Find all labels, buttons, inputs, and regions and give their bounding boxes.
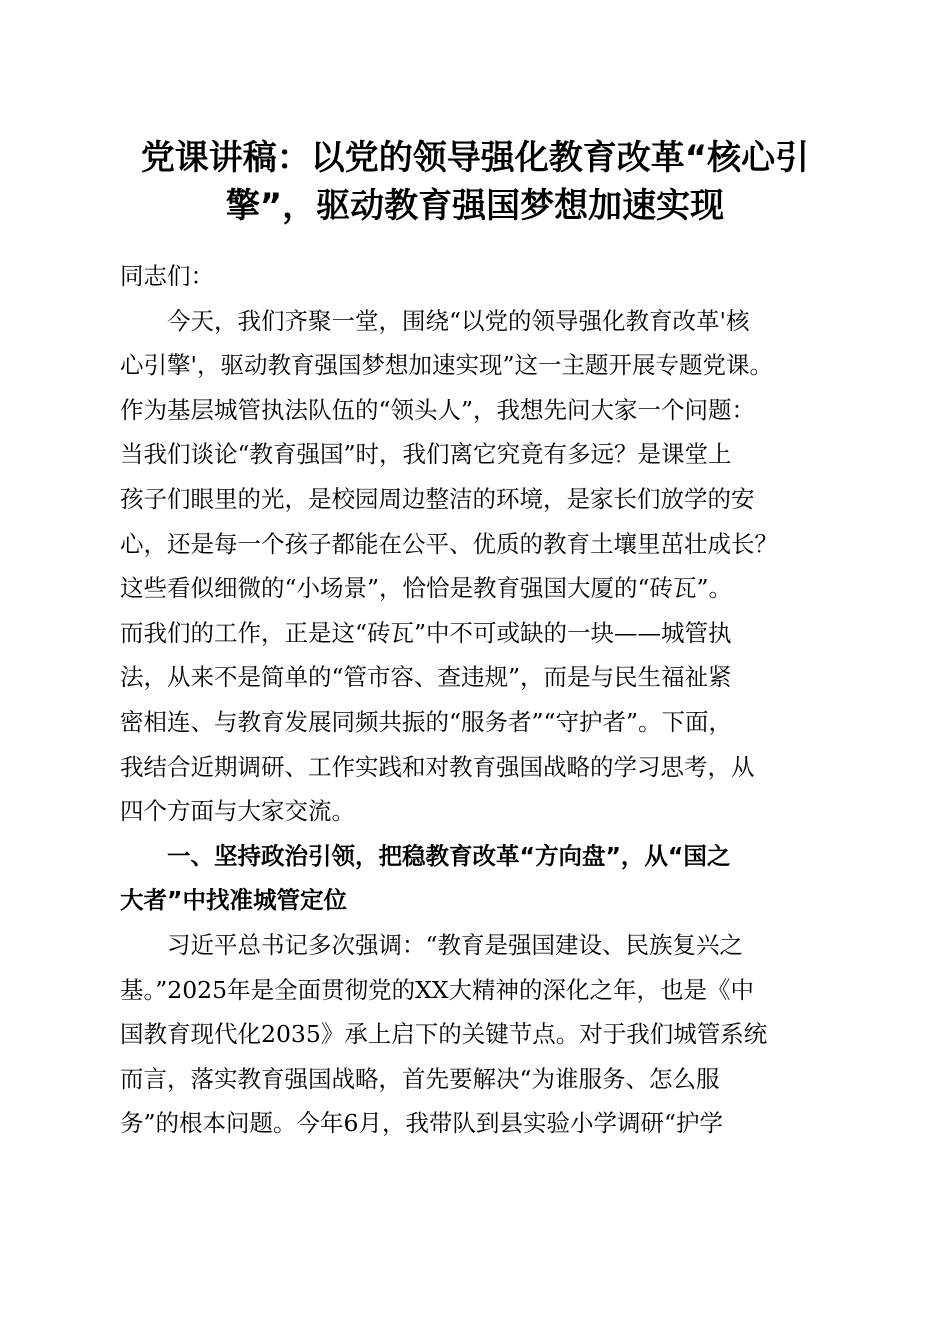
intro-paragraph — [120, 299, 832, 834]
salutation — [120, 254, 832, 299]
paragraph-line: 习近平总书记多次强调：“教育是强国建设、民族复兴之 — [120, 930, 744, 959]
title-line: 党课讲稿：以党的领导强化教育改革“核心引 — [140, 138, 810, 178]
paragraph-line: 务”的根本问题。今年6月，我带队到县实验小学调研“护学 — [120, 1109, 723, 1138]
paragraph-line: 国教育现代化2035》承上启下的关键节点。对于我们城管系统 — [120, 1020, 768, 1049]
document-body — [120, 254, 832, 1146]
paragraph-line: 孩子们眼里的光，是校园周边整洁的环境，是家长们放学的安 — [120, 484, 755, 513]
salutation-line: 同志们： — [120, 262, 214, 290]
heading-line: 一、坚持政治引领，把稳教育改革“方向盘”，从“国之 — [120, 841, 731, 870]
paragraph-line: 四个方面与大家交流。 — [120, 797, 355, 826]
paragraph-line: 这些看似细微的“小场景”，恰恰是教育强国大厦的“砖瓦”。 — [120, 574, 733, 603]
paragraph-line: 心，还是每一个孩子都能在公平、优质的教育土壤里茁壮成长？ — [120, 529, 778, 558]
paragraph-line: 基。”2025年是全面贯彻党的XX大精神的深化之年，也是《中 — [120, 975, 755, 1004]
section-1-paragraph — [120, 923, 832, 1146]
paragraph-line: 法，从来不是简单的“管市容、查违规”，而是与民生福祉紧 — [120, 663, 732, 692]
paragraph-line: 而言，落实教育强国战略，首先要解决“为谁服务、怎么服 — [120, 1064, 720, 1093]
paragraph-line: 当我们谈论“教育强国”时，我们离它究竟有多远？是课堂上 — [120, 440, 732, 469]
document-title — [110, 134, 840, 230]
paragraph-line: 心引擎'，驱动教育强国梦想加速实现”这一主题开展专题党课。 — [120, 351, 773, 380]
paragraph-line: 密相连、与教育发展同频共振的“服务者”“守护者”。下面， — [120, 707, 733, 736]
paragraph-line: 我结合近期调研、工作实践和对教育强国战略的学习思考，从 — [120, 752, 755, 781]
section-heading-1 — [120, 834, 832, 923]
paragraph-line: 作为基层城管执法队伍的“领头人”，我想先问大家一个问题： — [120, 395, 756, 424]
heading-line: 大者”中找准城管定位 — [120, 886, 347, 915]
title-line: 擎”，驱动教育强国梦想加速实现 — [225, 186, 725, 226]
paragraph-line: 今天，我们齐聚一堂，围绕“以党的领导强化教育改革'核 — [120, 306, 750, 335]
paragraph-line: 而我们的工作，正是这“砖瓦”中不可或缺的一块——城管执 — [120, 618, 732, 647]
